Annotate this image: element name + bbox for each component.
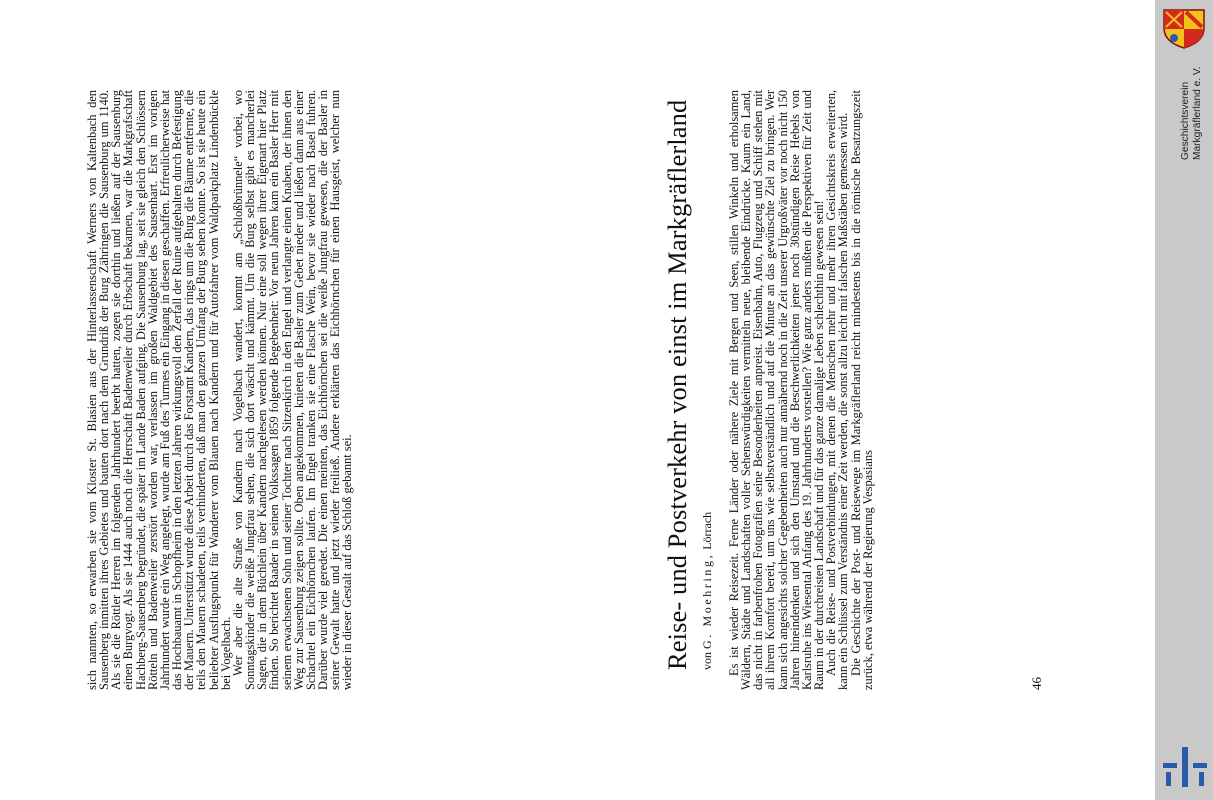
paragraph: Die Geschichte der Post- und Reisewege im Markgräflerland reicht mindestens bis in die römische Besatzungszeit zurück, etwa während der Regierung Vespasians	[848, 90, 875, 690]
page-number: 46	[1029, 677, 1044, 690]
society-label	[1180, 30, 1210, 160]
university-library-logo-icon	[1163, 745, 1207, 789]
paragraph: Es ist wieder Reisezeit. Ferne Länder oder nähere Ziele mit Bergen und Seen, stillen Winkeln und erholsamen Wäldern, Städte und Landschaften voller Sehenswürdigkeiten vermitteln neue, bleibende Eindrücke. Kaum ein Land, das nicht in farbenfrohen Fotografien seine Besonderheiten anpreist. Eisenbahn, Auto, Flugzeug und Schiff stehen mit all ihrem Komfort bereit, um uns wie selbstverständlich und auf die Minute an das gewünschte Ziel zu bringen. Wer kann sich angesichts solcher Gegebenheiten auch nur annähernd noch in die Zeit unserer Urgroßväter vor noch nicht 150 Jahren hineindenken und sich den Umstand und die Beschwerlichkeiten jener noch 30stündigen Reise Hebels von Karlsruhe ins Wiesental Anfang des 19. Jahrhunderts vorstellen? Wie ganz anders mußten die Perspektiven für Zeit und Raum in der durchreisten Landschaft und für das ganze damalige Leben schlechthin gewesen sein!	[727, 90, 827, 690]
society-line1: Geschichtsverein	[1180, 81, 1191, 160]
paragraph: sich nannten, so erwarben sie vom Kloster St. Blasien aus der Hinterlassenschaft Werners von Kaltenbach den Sausenberg inmitten ihres Gebietes und bauten dort nach dem Grundriß der Burg Zähringen die Sausenburg um 1140. Als sie die Röttler Herren im folgenden Jahrhundert beerbt hatten, zogen sie dorthin und ließen auf der Sausenburg einen Burgvogt. Als sie 1444 auch noch die Herrschaft Badenweiler durch Erbschaft bekamen, war die Markgrafschaft Hachberg-Sausenberg begründet, die später im Lande Baden aufging. Die Sausenburg lag, seit sie gleich den Schlössern Rötteln und Badenweiler zerstört worden war, verlassen im großen Waldgebiet des Sausenhart. Erst im vorigen Jahrhundert wurde ein Weg angelegt, wurde am Fuß des Turmes ein Eingang in diesen geschaffen. Erfreulicherweise hat das Hochbauamt in Schopfheim in den letzten Jahren wirkungsvoll den Zerfall der Ruine aufgehalten durch Befestigung der Mauern. Unterstützt wurde diese Arbeit durch das Forstamt Kandern, das rings um die Burg die Bäume entfernte, die teils den Mauern schadeten, teils verhinderten, daß man den ganzen Umfang der Burg sehen konnte. So ist sie heute ein beliebter Ausflugspunkt für Wanderer vom Blauen nach Kandern und für Autofahrer vom Waldparkplatz Lindenbückle bei Vogelbach.	[85, 90, 233, 690]
text-column-bottom	[728, 90, 874, 690]
author-place: Lörrach	[700, 511, 714, 550]
article-title: Reise- und Postverkehr von einst im Markgräflerland	[662, 99, 692, 670]
author-name: G. Moehring,	[700, 552, 714, 649]
article-author	[700, 70, 714, 670]
author-prefix: von	[700, 652, 714, 670]
paragraph: Wer aber die alte Straße von Kandern nach Vogelbach wandert, kommt am „Schloßbrünnele“ vorbei, wo Sonntagskinder die weiße Jungfrau sehen, die sich dort wäscht und kämmt. Um die Burg selbst gibt es mancherlei Sagen, die in dem Büchlein über Kandern nachgelesen werden können. Nur eine soll wegen ihrer Eigenart hier Platz finden. So berichtet Baader in seinen Volkssagen 1859 folgende Begebenheit: Vor neun Jahren kam ein Basler Herr mit seinem erwachsenen Sohn und seiner Tochter nach Sitzenkirch in den Engel und verlangte einen Knaben, der ihnen den Weg zur Sausenburg zeigen sollte. Oben angekommen, knieten die Basler zum Gebet nieder und ließen dann aus einer Schachtel ein Eichhörnchen laufen. Im Engel tranken sie eine Flasche Wein, bevor sie wieder nach Basel fuhren. Darüber wurde viel geredet. Die einen meinten, das Eichhörnchen sei die weiße Jungfrau gewesen, die der Basler in seiner Gewalt hatte und jetzt wieder freiließ. Andere erklärten das Eichhörnchen für einen Hausgeist, welcher nun wieder in dieser Gestalt auf das Schloß gebannt sei.	[230, 90, 355, 690]
society-line2: Markgräflerland e. V.	[1192, 66, 1203, 160]
text-column-top	[86, 90, 353, 690]
paragraph: Auch die Reise- und Postverbindungen, mit denen die Menschen mehr und mehr ihren Gesichtskreis erweiterten, kann ein Schlüssel zum Verständnis einer Zeit werden, die sonst allzu leicht mit falschen Maßstäben gemessen wird.	[824, 90, 851, 690]
